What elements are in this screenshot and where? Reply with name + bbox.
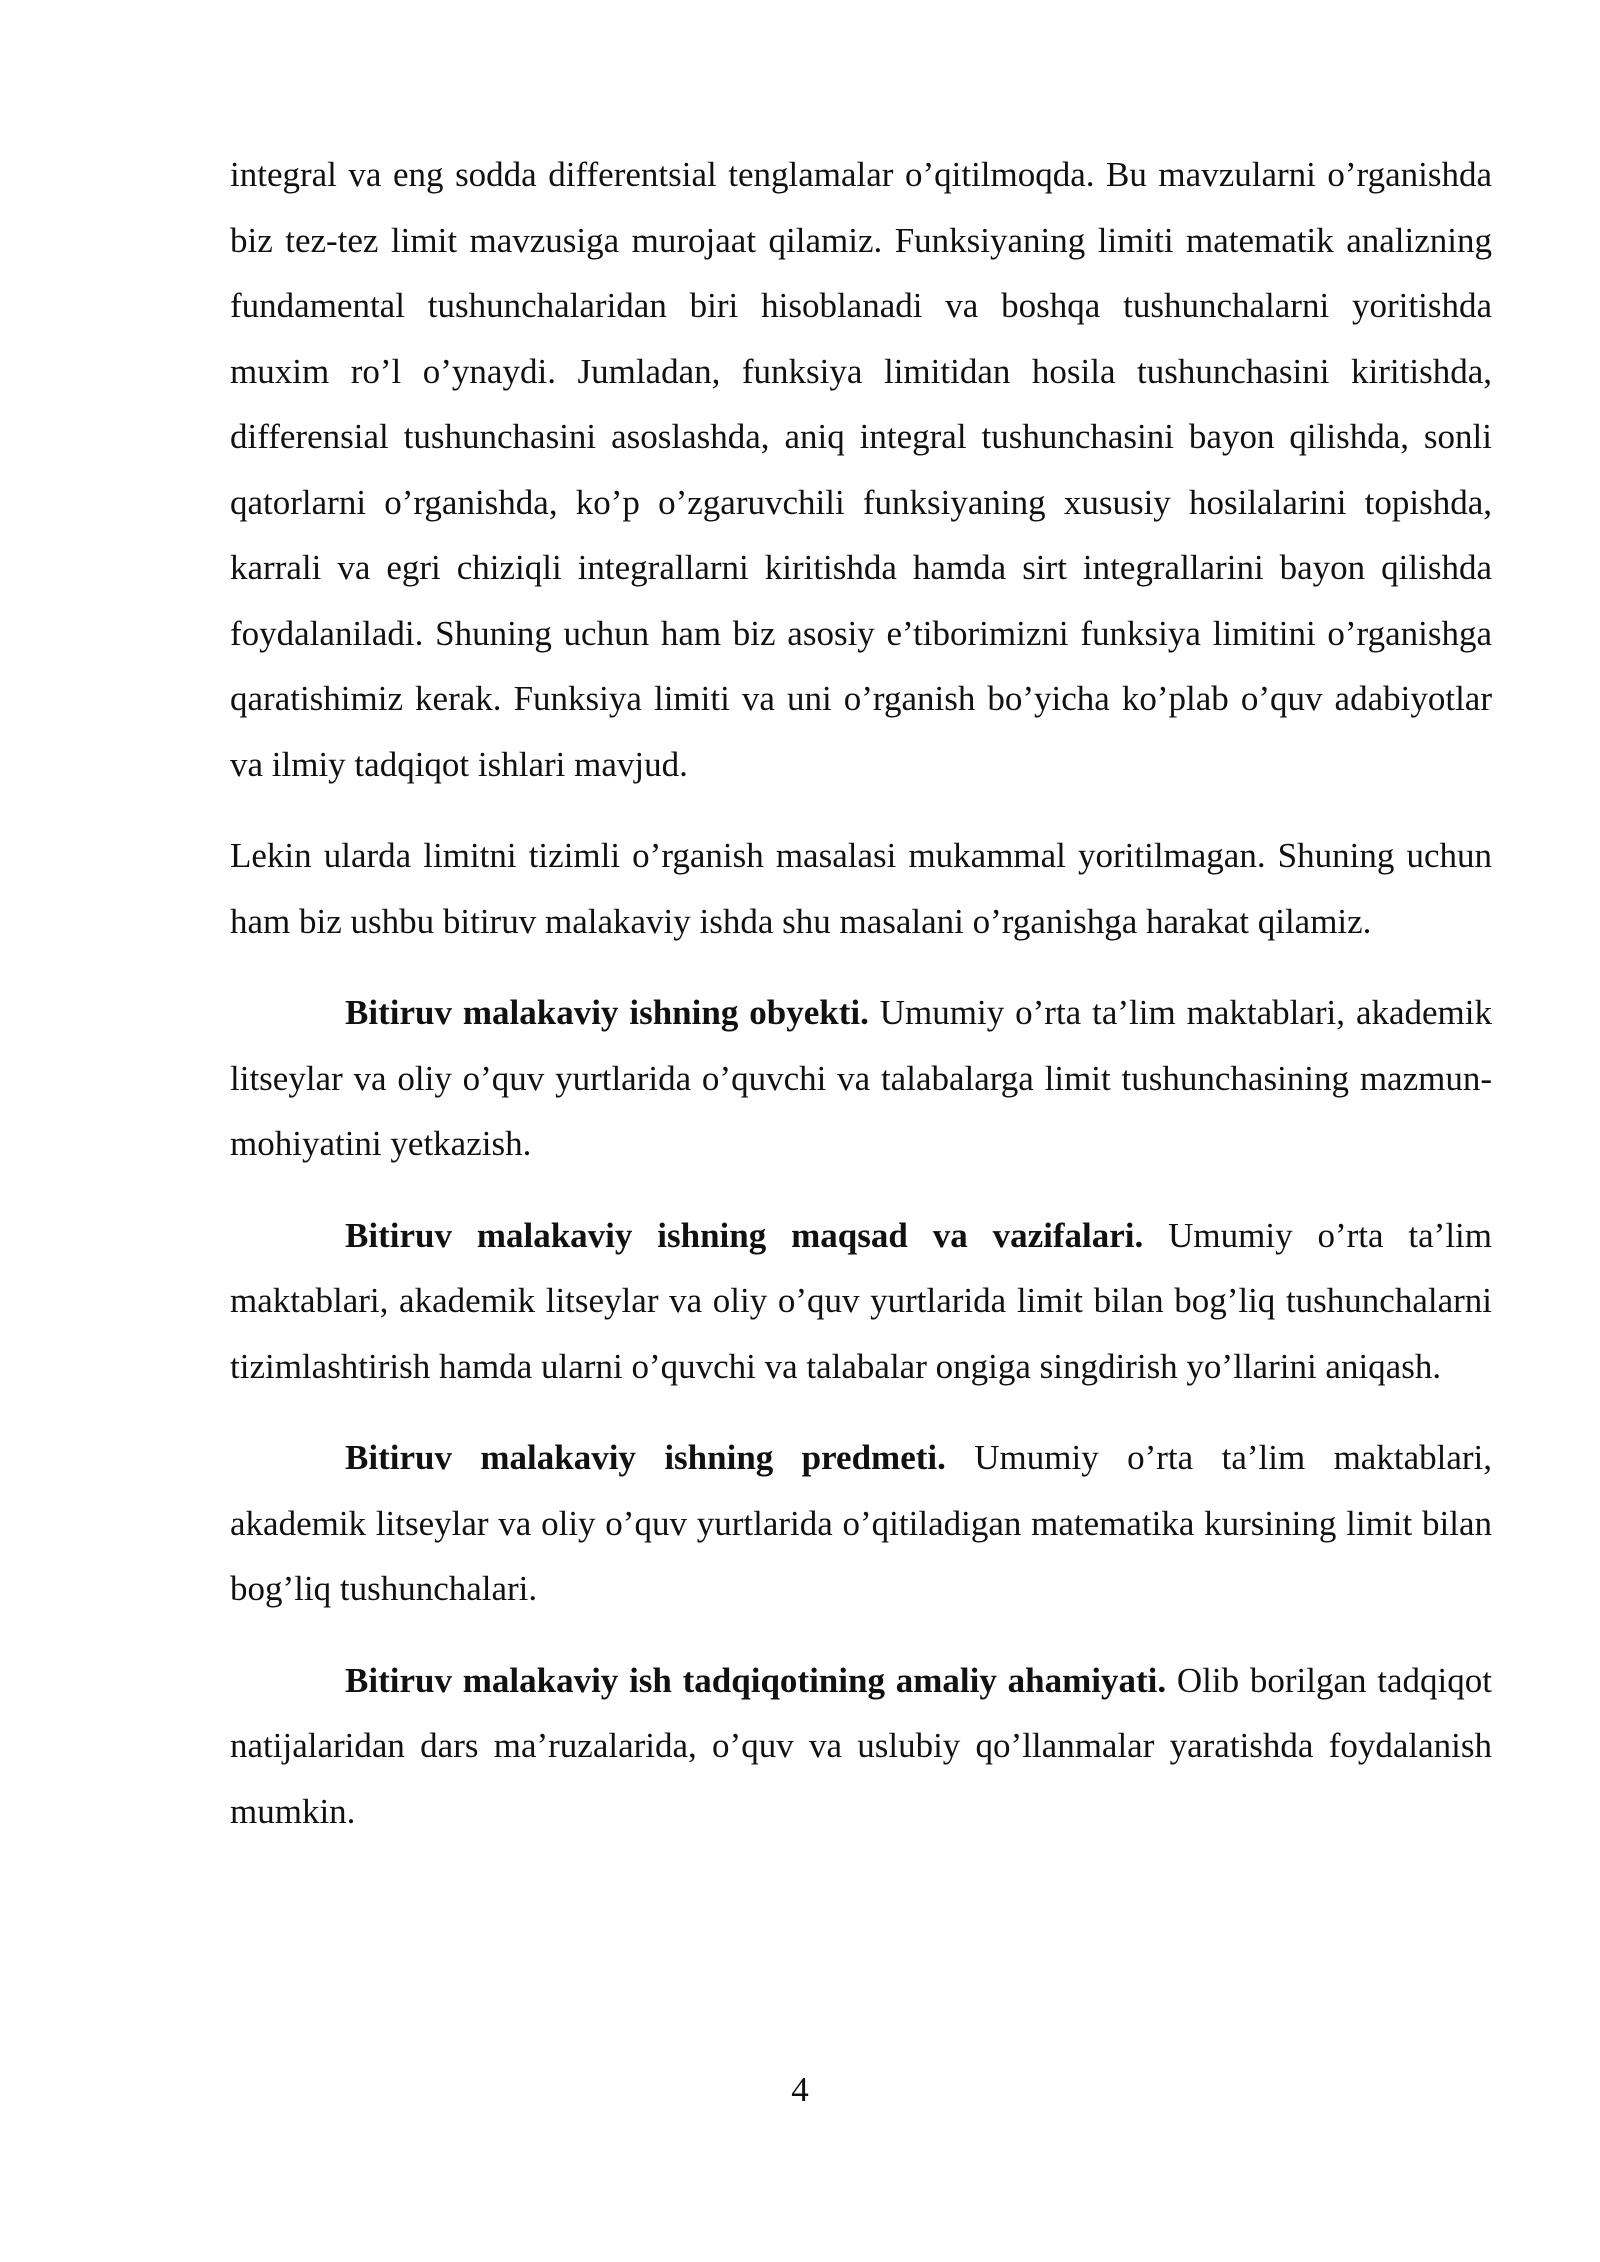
paragraph-intro-text: integral va eng sodda differentsial tenglamalar o’qitilmoqda. Bu mavzularni o’rganishda biz tez-tez limit mavzusiga murojaat qilamiz. Funksiyaning limiti matematik analizning fundamental tushunchalaridan biri hisoblanadi va boshqa tushunchalarni yoritishda muxim ro’l o’ynaydi. Jumladan, funksiya limitidan hosila tushunchasini kiritishda, differensial tushunchasini asoslashda, aniq integral tushunchasini bayon qilishda, sonli qatorlarni o’rganishda, ko’p o’zgaruvchili funksiyaning xususiy hosilalarini topishda, karrali va egri chiziqli integrallarni kiritishda hamda sirt integrallarini bayon qilishda foydalaniladi. Shuning uchun ham biz asosiy e’tiborimizni funksiya limitini o’rganishga qaratishimiz kerak. Funksiya limiti va uni o’rganish bo’yicha ko’plab o’quv adabiyotlar va ilmiy tadqiqot ishlari mavjud. [230,155,1492,784]
paragraph-obyekt-heading: Bitiruv malakaviy ishning obyekti. [345,993,869,1032]
paragraph-predmet-heading: Bitiruv malakaviy ishning predmeti. [345,1438,946,1477]
paragraph-predmet [230,1425,1492,1622]
page-number: 4 [791,2070,809,2109]
paragraph-predmet-text: Umumiy o’rta ta’lim maktablari, akademik litseylar va oliy o’quv yurtlarida o’qitiladigan matematika kursining limit bilan bog’liq tushunchalari. [230,1438,1492,1608]
paragraph-obyekt-text: Umumiy o’rta ta’lim maktablari, akademik litseylar va oliy o’quv yurtlarida o’quvchi va talabalarga limit tushunchasining mazmun-mohiyatini yetkazish. [230,993,1493,1163]
paragraph-intro [230,142,1492,797]
paragraph-ahamiyat-heading: Bitiruv malakaviy ish tadqiqotining amaliy ahamiyati. [345,1660,1167,1700]
body-text [230,142,1492,1844]
paragraph-maqsad-text: Umumiy o’rta ta’lim maktablari, akademik litseylar va oliy o’quv yurtlarida limit bilan bog’liq tushunchalarni tizimlashtirish hamda ularni o’quvchi va talabalar ongiga singdirish yo’llarini aniqash. [230,1215,1492,1386]
paragraph-lekin-text: Lekin ularda limitni tizimli o’rganish masalasi mukammal yoritilmagan. Shuning uchun ham biz ushbu bitiruv malakaviy ishda shu masalani o’rganishga harakat qilamiz. [230,836,1492,941]
paragraph-obyekt [230,980,1492,1177]
paragraph-maqsad [230,1203,1492,1400]
paragraph-ahamiyat [230,1648,1492,1845]
paragraph-maqsad-heading: Bitiruv malakaviy ishning maqsad va vazifalari. [345,1215,1144,1255]
paragraph-lekin [230,823,1492,954]
paragraph-ahamiyat-text: Olib borilgan tadqiqot natijalaridan dars ma’ruzalarida, o’quv va uslubiy qo’llanmalar yaratishda foydalanish mumkin. [230,1660,1492,1831]
